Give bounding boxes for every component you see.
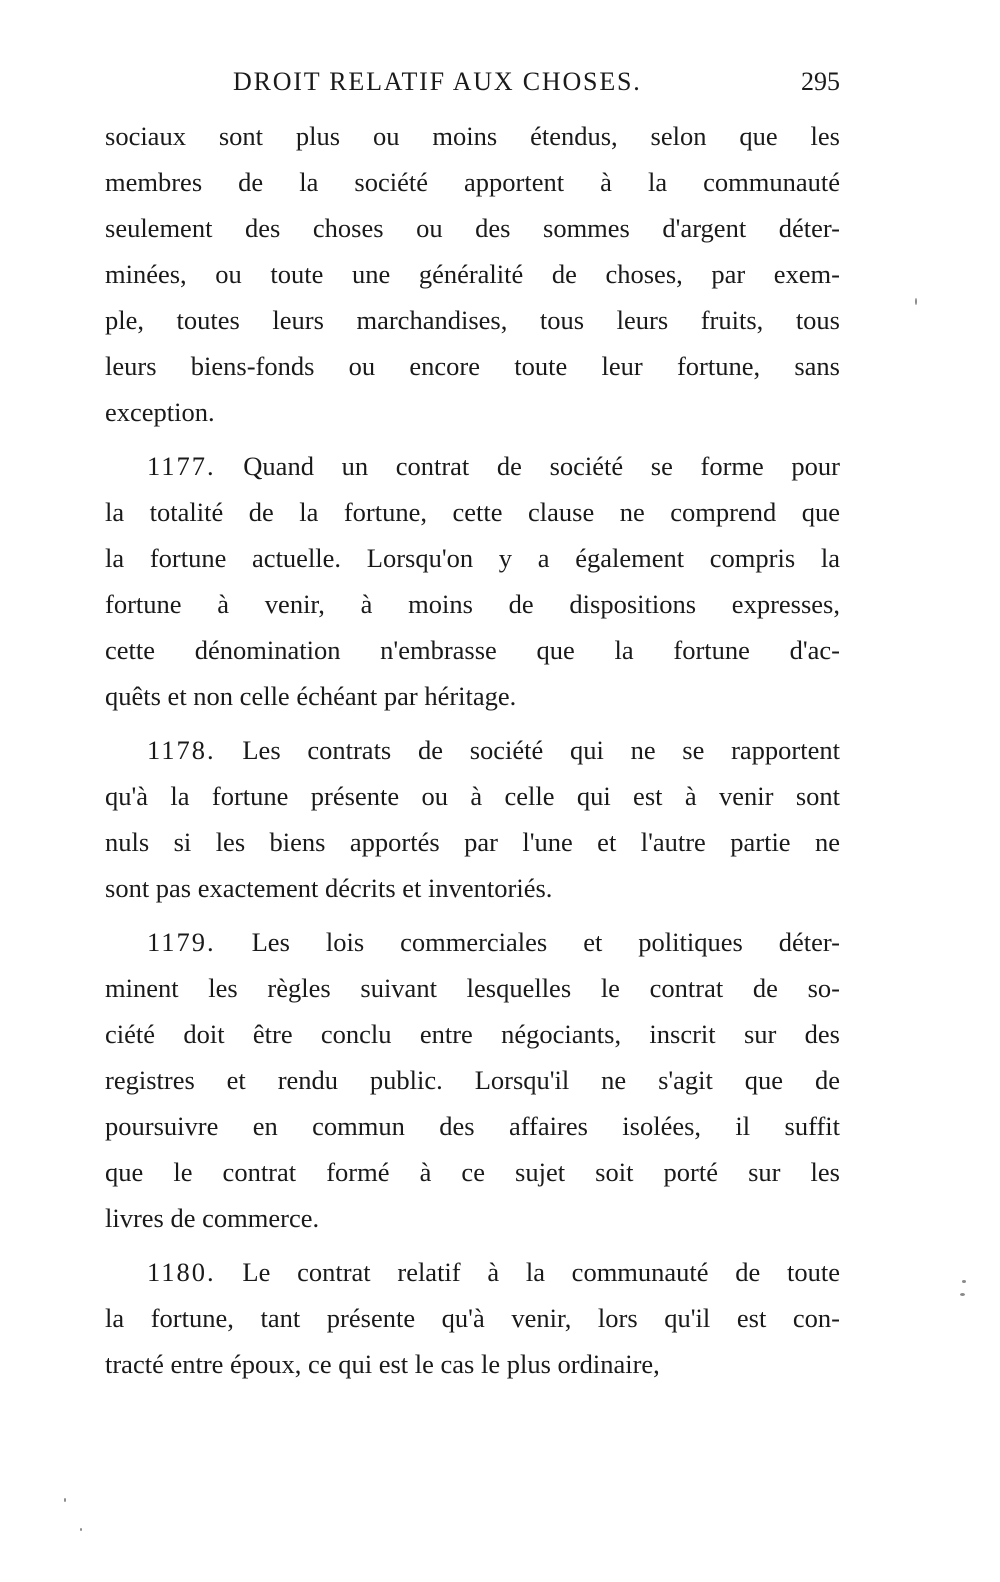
text-line: fortune à venir, à moins de dispositions expresses,: [105, 589, 840, 619]
article-number: 1177.: [147, 451, 216, 481]
article-1178: [105, 727, 840, 911]
text-line: registres et rendu public. Lorsqu'il ne s'agit que de: [105, 1065, 840, 1095]
text-line: ple, toutes leurs marchandises, tous leurs fruits, tous: [105, 305, 840, 335]
text-line: sont pas exactement décrits et inventoriés.: [105, 873, 553, 903]
running-title: DROIT RELATIF AUX CHOSES.: [233, 67, 642, 96]
article-1177: [105, 443, 840, 719]
scan-speck: [960, 1293, 965, 1296]
article-number: 1180.: [147, 1257, 216, 1287]
article-opening-text: Quand un contrat de société se forme pour: [243, 451, 840, 481]
page-header: [105, 62, 840, 102]
text-line: la totalité de la fortune, cette clause ne comprend que: [105, 497, 840, 527]
text-line: livres de commerce.: [105, 1203, 320, 1233]
article-1179: [105, 919, 840, 1241]
text-line: tracté entre époux, ce qui est le cas le plus ordinaire,: [105, 1349, 660, 1379]
text-line: cette dénomination n'embrasse que la fortune d'ac-: [105, 635, 840, 665]
text-line: leurs biens-fonds ou encore toute leur fortune, sans: [105, 351, 840, 381]
article-first-line: [105, 919, 840, 965]
article-opening-text: Le contrat relatif à la communauté de toute: [242, 1257, 841, 1287]
text-line: nuls si les biens apportés par l'une et l'autre partie ne: [105, 827, 840, 857]
text-line: poursuivre en commun des affaires isolées, il suffit: [105, 1111, 840, 1141]
article-number: 1179.: [147, 927, 216, 957]
scan-speck: [915, 298, 917, 305]
text-line: quêts et non celle échéant par héritage.: [105, 681, 517, 711]
article-first-line: [105, 727, 840, 773]
text-line: qu'à la fortune présente ou à celle qui est à venir sont: [105, 781, 840, 811]
scan-speck: [80, 1528, 82, 1531]
text-line: minées, ou toute une généralité de choses, par exem-: [105, 259, 840, 289]
article-number: 1178.: [147, 735, 216, 765]
article-first-line: [105, 443, 840, 489]
scan-speck: [64, 1498, 66, 1502]
article-1180: [105, 1249, 840, 1387]
body-text: [105, 113, 840, 1387]
article-first-line: [105, 1249, 840, 1295]
text-line: la fortune, tant présente qu'à venir, lors qu'il est con-: [105, 1303, 840, 1333]
scan-speck: [962, 1280, 966, 1283]
page-number: 295: [801, 67, 840, 96]
text-line: seulement des choses ou des sommes d'argent déter-: [105, 213, 840, 243]
text-line: ciété doit être conclu entre négociants, inscrit sur des: [105, 1019, 840, 1049]
text-line: exception.: [105, 397, 215, 427]
article-opening-text: Les contrats de société qui ne se rapportent: [242, 735, 840, 765]
article-opening-text: Les lois commerciales et politiques déter-: [251, 927, 841, 957]
text-line: membres de la société apportent à la communauté: [105, 167, 840, 197]
text-line: sociaux sont plus ou moins étendus, selon que les: [105, 121, 840, 151]
paragraph-continuation: [105, 113, 840, 435]
text-line: la fortune actuelle. Lorsqu'on y a également compris la: [105, 543, 840, 573]
text-line: que le contrat formé à ce sujet soit porté sur les: [105, 1157, 840, 1187]
text-line: minent les règles suivant lesquelles le contrat de so-: [105, 973, 840, 1003]
